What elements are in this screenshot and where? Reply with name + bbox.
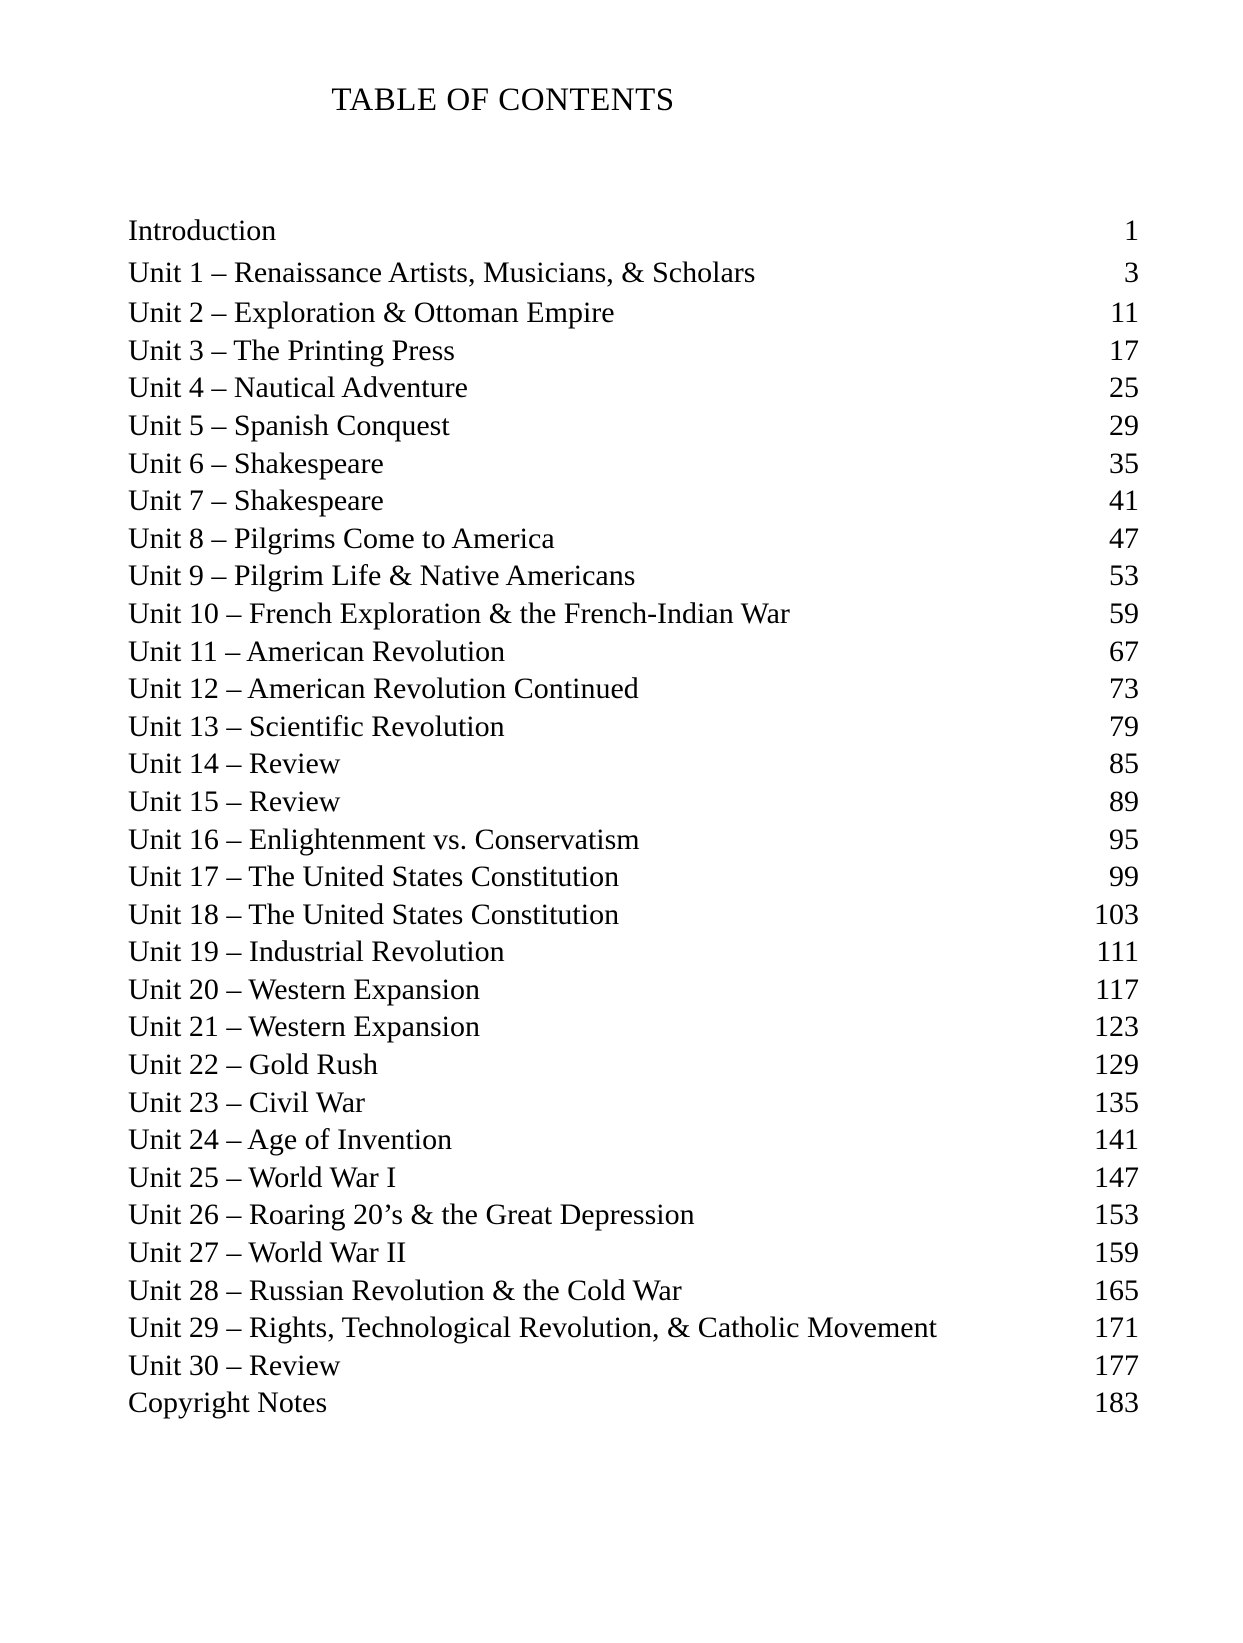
toc-entry-page-number: 47 <box>1109 521 1139 555</box>
toc-entry-page-number: 99 <box>1109 860 1139 894</box>
toc-entry-page-number: 147 <box>1094 1160 1139 1194</box>
toc-entry-page-number: 165 <box>1094 1273 1139 1307</box>
toc-entry-page-number: 89 <box>1109 784 1139 818</box>
toc-entry-page-number: 177 <box>1094 1348 1139 1382</box>
toc-entry <box>128 1084 1139 1122</box>
toc-entry-label: Unit 26 – Roaring 20’s & the Great Depression <box>128 1198 695 1232</box>
toc-entry-page-number: 159 <box>1094 1236 1139 1270</box>
toc-entry <box>128 1309 1139 1347</box>
toc-entry-page-number: 1 <box>1124 214 1139 247</box>
toc-entry-page-number: 41 <box>1109 484 1139 518</box>
toc-entry-label: Unit 4 – Nautical Adventure <box>128 371 468 405</box>
toc-entry-label: Unit 14 – Review <box>128 747 341 781</box>
toc-entry <box>128 1046 1139 1084</box>
toc-entry-label: Unit 17 – The United States Constitution <box>128 860 620 894</box>
toc-entry-page-number: 17 <box>1109 333 1139 367</box>
toc-entry-label: Introduction <box>128 214 277 247</box>
toc-entry <box>128 369 1139 407</box>
toc-entry-label: Unit 8 – Pilgrims Come to America <box>128 521 555 555</box>
toc-entry-label: Unit 28 – Russian Revolution & the Cold War <box>128 1273 682 1307</box>
toc-entry-page-number: 117 <box>1095 972 1139 1006</box>
toc-entry-label: Unit 21 – Western Expansion <box>128 1010 480 1044</box>
toc-entry <box>128 595 1139 633</box>
toc-entry <box>128 482 1139 520</box>
toc-entry-label: Unit 13 – Scientific Revolution <box>128 709 505 743</box>
toc-entry <box>128 1159 1139 1197</box>
toc-entry <box>128 1272 1139 1310</box>
toc-entry-label: Unit 2 – Exploration & Ottoman Empire <box>128 296 615 330</box>
toc-entry <box>128 1196 1139 1234</box>
toc-entry-label: Unit 12 – American Revolution Continued <box>128 672 639 706</box>
toc-entry-label: Unit 1 – Renaissance Artists, Musicians, & Scholars <box>128 255 756 289</box>
toc-entry <box>128 821 1139 859</box>
toc-entry-label: Unit 18 – The United States Constitution <box>128 897 620 931</box>
toc-entry <box>128 520 1139 558</box>
toc-entry-page-number: 73 <box>1109 672 1139 706</box>
toc-entry-label: Unit 29 – Rights, Technological Revolution, & Catholic Movement <box>128 1311 937 1345</box>
toc-entry-page-number: 53 <box>1109 559 1139 593</box>
toc-entry <box>128 670 1139 708</box>
toc-entry-label: Unit 11 – American Revolution <box>128 634 506 668</box>
toc-entry-label: Unit 27 – World War II <box>128 1236 407 1270</box>
toc-entry <box>128 783 1139 821</box>
toc-entry-page-number: 123 <box>1094 1010 1139 1044</box>
toc-entry <box>128 1234 1139 1272</box>
toc-entry-page-number: 67 <box>1109 634 1139 668</box>
toc-entry <box>128 407 1139 445</box>
toc-entry-page-number: 25 <box>1109 371 1139 405</box>
page-title: TABLE OF CONTENTS <box>331 82 675 118</box>
toc-entry-label: Unit 25 – World War I <box>128 1160 397 1194</box>
toc-entry <box>128 1121 1139 1159</box>
toc-entry <box>128 445 1139 483</box>
toc-entry <box>128 858 1139 896</box>
toc-entry-page-number: 85 <box>1109 747 1139 781</box>
toc-entry <box>128 633 1139 671</box>
toc-entry <box>128 557 1139 595</box>
toc-list <box>128 212 1139 1422</box>
toc-entry <box>128 745 1139 783</box>
toc-entry <box>128 896 1139 934</box>
toc-entry-page-number: 79 <box>1109 709 1139 743</box>
toc-entry-label: Unit 3 – The Printing Press <box>128 333 455 367</box>
toc-entry <box>128 294 1139 332</box>
toc-entry <box>128 1384 1139 1422</box>
toc-entry-label: Unit 19 – Industrial Revolution <box>128 935 505 969</box>
toc-entry-label: Unit 9 – Pilgrim Life & Native Americans <box>128 559 636 593</box>
toc-entry-page-number: 59 <box>1109 596 1139 630</box>
toc-entry <box>128 933 1139 971</box>
toc-entry-page-number: 103 <box>1094 897 1139 931</box>
toc-entry-page-number: 29 <box>1109 408 1139 442</box>
toc-entry-page-number: 153 <box>1094 1198 1139 1232</box>
toc-entry-label: Unit 20 – Western Expansion <box>128 972 480 1006</box>
toc-entry-page-number: 111 <box>1096 935 1139 969</box>
toc-entry-label: Unit 7 – Shakespeare <box>128 484 384 518</box>
toc-entry-page-number: 171 <box>1094 1311 1139 1345</box>
toc-entry <box>128 1008 1139 1046</box>
toc-entry-label: Unit 30 – Review <box>128 1348 341 1382</box>
toc-entry-label: Unit 16 – Enlightenment vs. Conservatism <box>128 822 640 856</box>
toc-entry <box>128 1347 1139 1385</box>
toc-entry-label: Unit 23 – Civil War <box>128 1085 366 1119</box>
toc-entry-page-number: 183 <box>1094 1386 1139 1420</box>
toc-entry-page-number: 129 <box>1094 1048 1139 1082</box>
toc-entry-page-number: 95 <box>1109 822 1139 856</box>
toc-entry <box>128 971 1139 1009</box>
toc-entry-page-number: 141 <box>1094 1123 1139 1157</box>
toc-entry-label: Unit 15 – Review <box>128 784 341 818</box>
toc-entry-page-number: 35 <box>1109 446 1139 480</box>
toc-entry-label: Unit 10 – French Exploration & the French-Indian War <box>128 596 790 630</box>
toc-entry-page-number: 11 <box>1110 296 1139 330</box>
toc-entry <box>128 254 1139 292</box>
toc-entry <box>128 212 1139 250</box>
toc-entry-page-number: 3 <box>1124 255 1139 289</box>
toc-entry-label: Unit 5 – Spanish Conquest <box>128 408 450 442</box>
toc-entry-label: Copyright Notes <box>128 1386 328 1420</box>
toc-entry <box>128 708 1139 746</box>
toc-entry <box>128 332 1139 370</box>
toc-entry-page-number: 135 <box>1094 1085 1139 1119</box>
toc-entry-label: Unit 24 – Age of Invention <box>128 1123 453 1157</box>
toc-entry-label: Unit 22 – Gold Rush <box>128 1048 379 1082</box>
toc-entry-label: Unit 6 – Shakespeare <box>128 446 384 480</box>
